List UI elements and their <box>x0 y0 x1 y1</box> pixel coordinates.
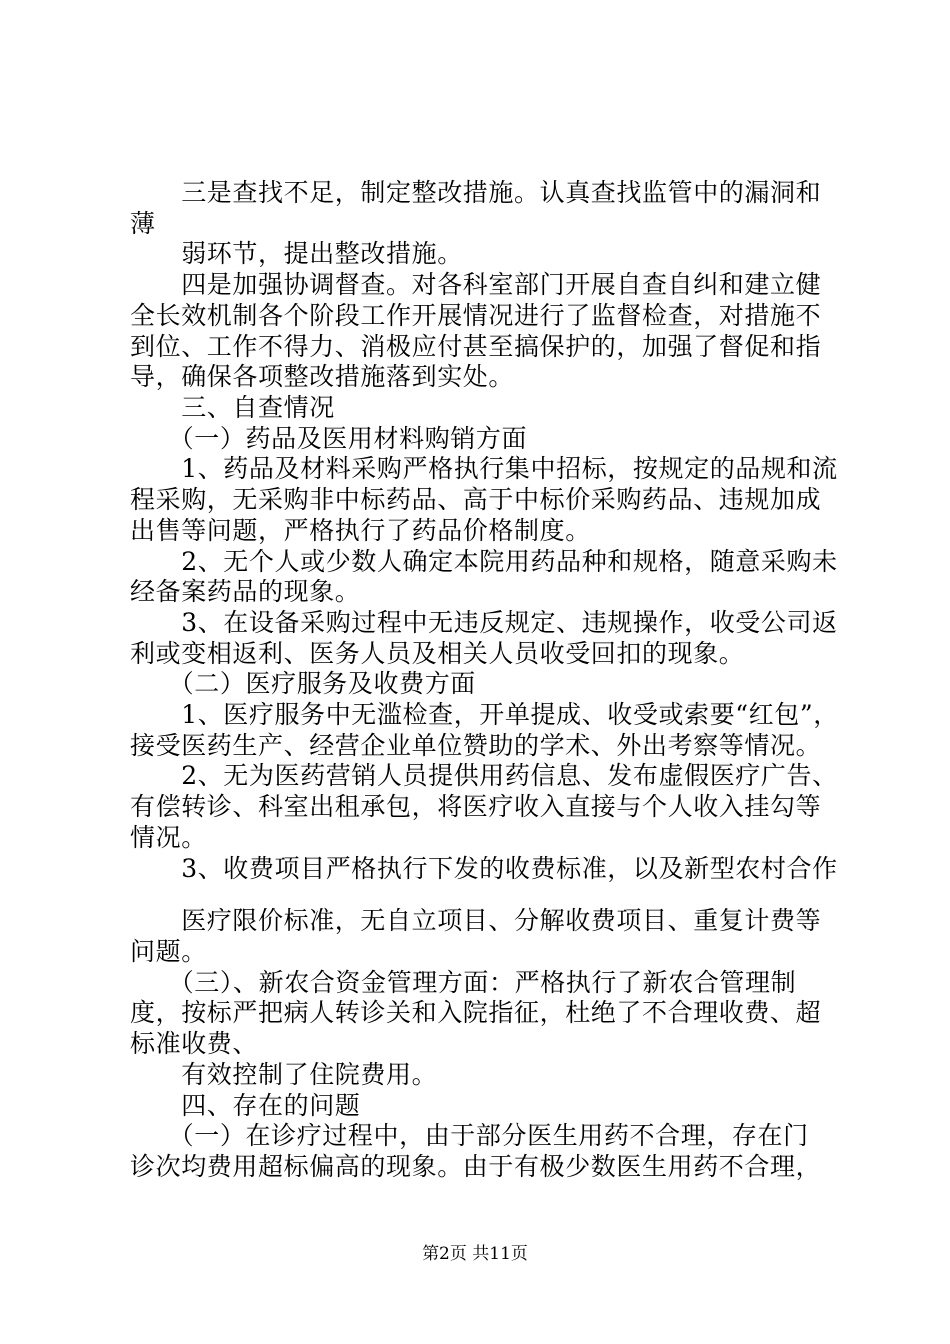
text-line: 到位、工作不得力、消极应付甚至搞保护的，加强了督促和指 <box>130 332 822 361</box>
section-heading: 三、自查情况 <box>130 393 335 422</box>
text-line: 三是查找不足，制定整改措施。认真查找监管中的漏洞和 <box>130 178 822 207</box>
text-line: 利或变相返利、医务人员及相关人员收受回扣的现象。 <box>130 639 745 668</box>
text-line: 3、在设备采购过程中无违反规定、违规操作，收受公司返 <box>130 608 838 637</box>
section-heading: 四、存在的问题 <box>130 1091 361 1120</box>
text-line: 四是加强协调督查。对各科室部门开展自查自纠和建立健 <box>130 270 822 299</box>
text-line: 出售等问题，严格执行了药品价格制度。 <box>130 516 591 545</box>
text-line: （一）在诊疗过程中，由于部分医生用药不合理，存在门 <box>130 1121 809 1150</box>
text-line: 薄 <box>130 209 156 238</box>
text-line: 有偿转诊、科室出租承包，将医疗收入直接与个人收入挂勾等 <box>130 792 822 821</box>
text-line: 接受医药生产、经营企业单位赞助的学术、外出考察等情况。 <box>130 731 822 760</box>
text-line: 问题。 <box>130 937 207 966</box>
text-line: 1、药品及材料采购严格执行集中招标，按规定的品规和流 <box>130 454 838 483</box>
text-line: 3、收费项目严格执行下发的收费标准，以及新型农村合作 <box>130 854 838 883</box>
text-line: 弱环节，提出整改措施。 <box>130 239 463 268</box>
text-line: 度，按标严把病人转诊关和入院指征，杜绝了不合理收费、超 <box>130 998 822 1027</box>
text-line: 2、无为医药营销人员提供用药信息、发布虚假医疗广告、 <box>130 761 838 790</box>
text-line: 情况。 <box>130 823 207 852</box>
text-line: 程采购，无采购非中标药品、高于中标价采购药品、违规加成 <box>130 485 822 514</box>
subsection-heading: （二）医疗服务及收费方面 <box>130 669 476 698</box>
text-line: 导，确保各项整改措施落到实处。 <box>130 362 515 391</box>
subsection-heading: （三）、新农合资金管理方面：严格执行了新农合管理制 <box>130 968 797 997</box>
page-footer: 第2页 共11页 <box>422 1244 528 1264</box>
text-line: 1、医疗服务中无滥检查，开单提成、收受或索要“红包”， <box>130 700 839 729</box>
text-line: 诊次均费用超标偏高的现象。由于有极少数医生用药不合理， <box>130 1152 822 1181</box>
text-line: 标准收费、 <box>130 1029 259 1058</box>
text-line: 全长效机制各个阶段工作开展情况进行了监督检查，对措施不 <box>130 301 822 330</box>
text-line: 有效控制了住院费用。 <box>130 1060 438 1089</box>
text-line: 医疗限价标准，无自立项目、分解收费项目、重复计费等 <box>130 906 822 935</box>
text-line: 经备案药品的现象。 <box>130 577 361 606</box>
subsection-heading: （一）药品及医用材料购销方面 <box>130 424 528 453</box>
text-line: 2、无个人或少数人确定本院用药品种和规格，随意采购未 <box>130 547 838 576</box>
